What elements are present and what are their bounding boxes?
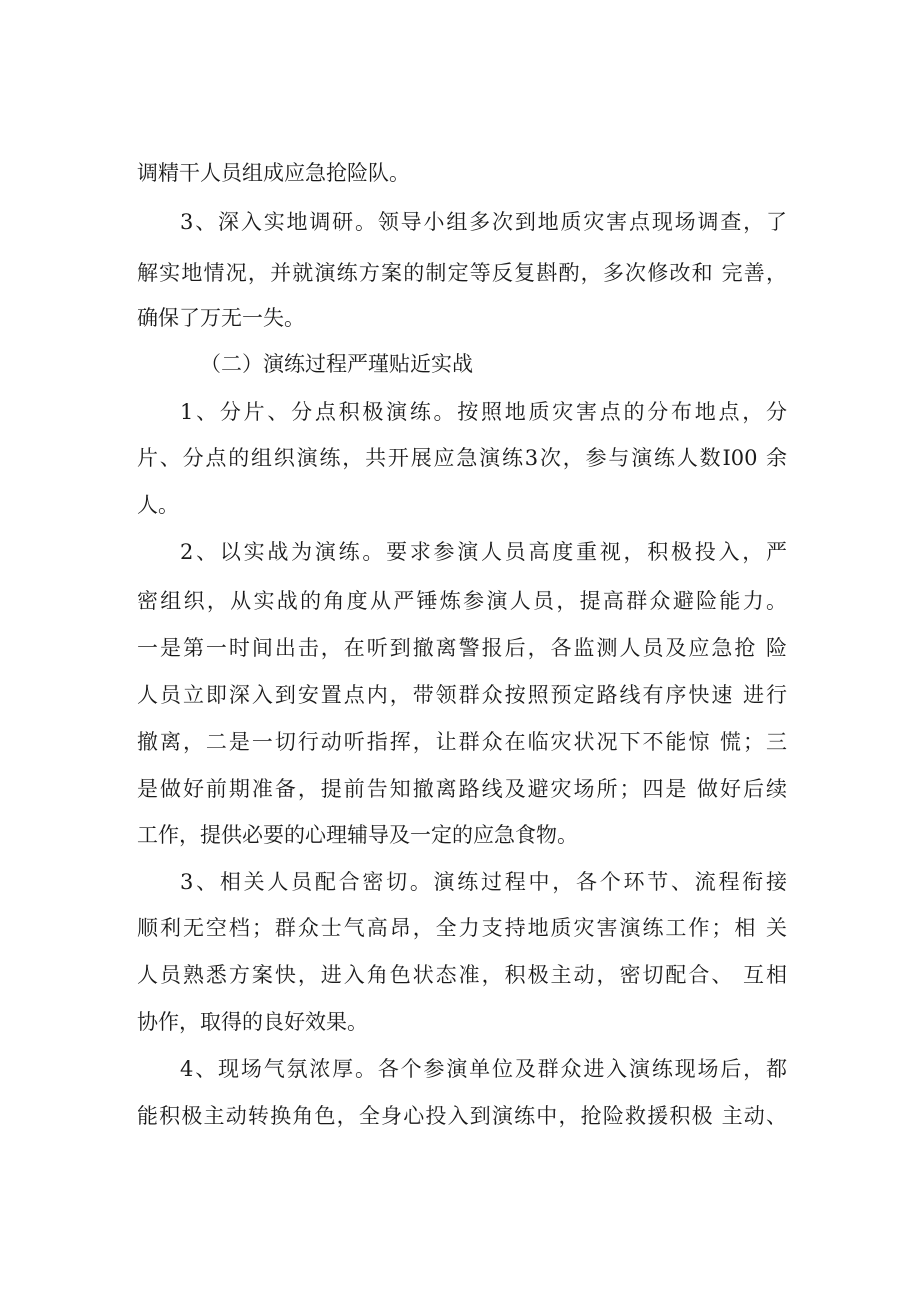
text-line: 撤离，二是一切行动听指挥，让群众在临灾状况下不能惊 慌；三 xyxy=(137,730,787,754)
text-line: 顺利无空档；群众士气高昂，全力支持地质灾害演练工作；相 关 xyxy=(137,916,787,940)
text-line: 人员立即深入到安置点内，带领群众按照预定路线有序快速 进行 xyxy=(137,683,787,707)
text-line: 确保了万无一失。 xyxy=(137,306,305,330)
section-heading: （二）演练过程严瑾贴近实战 xyxy=(200,352,473,376)
text-line: 片、分点的组织演练，共开展应急演练3次，参与演练人数I00 余 xyxy=(137,446,787,470)
text-line: 解实地情况，并就演练方案的制定等反复斟酌，多次修改和 完善， xyxy=(137,261,787,285)
text-line: 协作，取得的良好效果。 xyxy=(137,1010,368,1034)
text-line: 人员熟悉方案快，进入角色状态准，积极主动，密切配合、 互相 xyxy=(137,963,787,987)
text-line: 是做好前期准备，提前告知撤离路线及避灾场所；四是 做好后续 xyxy=(137,777,787,801)
text-line: 人。 xyxy=(137,493,179,517)
text-line: 密组织，从实战的角度从严锤炼参演人员，提高群众避险能力。 xyxy=(137,589,787,613)
text-line: 2、以实战为演练。要求参演人员高度重视，积极投入，严 xyxy=(180,540,787,564)
text-line: 一是第一时间出击，在听到撤离警报后，各监测人员及应急抢 险 xyxy=(137,636,787,660)
text-line: 调精干人员组成应急抢险队。 xyxy=(137,161,410,185)
text-line: 工作，提供必要的心理辅导及一定的应急食物。 xyxy=(137,823,578,847)
text-line: 1、分片、分点积极演练。按照地质灾害点的分布地点，分 xyxy=(180,400,787,424)
text-line: 3、深入实地调研。领导小组多次到地质灾害点现场调查，了 xyxy=(180,210,787,234)
text-line: 3、相关人员配合密切。演练过程中，各个环节、流程衔接 xyxy=(180,870,787,894)
text-line: 4、现场气氛浓厚。各个参演单位及群众进入演练现场后，都 xyxy=(180,1057,787,1081)
text-line: 能积极主动转换角色，全身心投入到演练中，抢险救援积极 主动、 xyxy=(137,1104,787,1128)
